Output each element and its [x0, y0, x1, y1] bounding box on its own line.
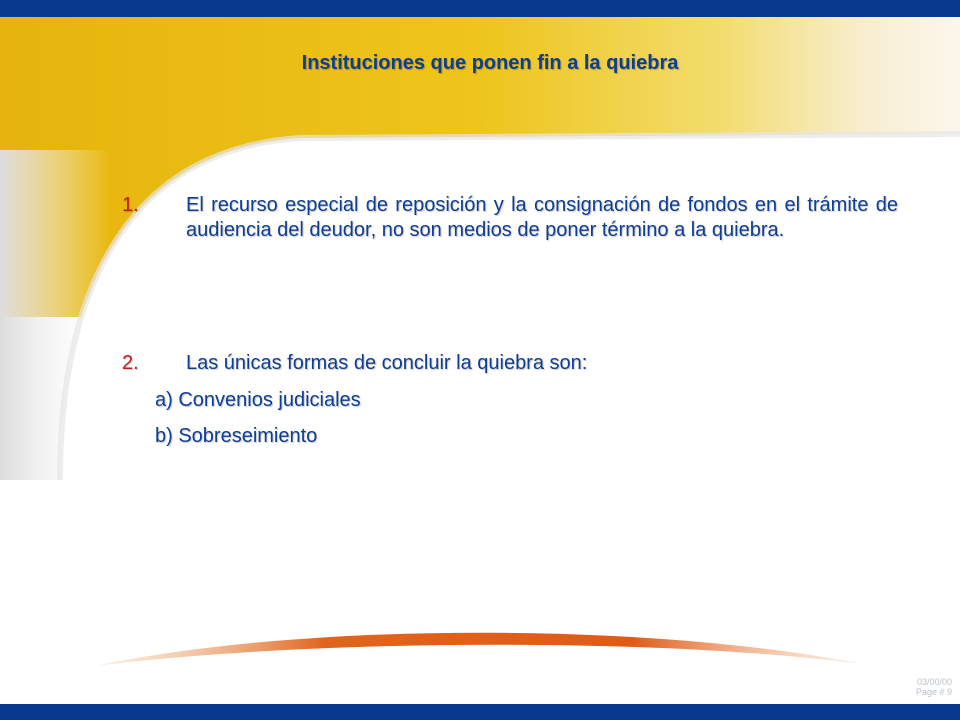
list-item-text: Las únicas formas de concluir la quiebra son:	[186, 352, 588, 374]
footer-page-number: Page # 9	[915, 687, 952, 697]
top-bar	[0, 0, 960, 17]
sub-item-sobreseimiento: b) Sobreseimiento	[155, 425, 318, 447]
sub-item-convenios: a) Convenios judiciales	[155, 389, 361, 411]
slide-title: Instituciones que ponen fin a la quiebra	[301, 52, 679, 74]
bottom-bar	[0, 704, 960, 720]
footer-date: 03/00/00	[916, 677, 952, 687]
list-item-number: 2.	[122, 352, 139, 374]
list-item	[122, 351, 912, 381]
list-item-text: El recurso especial de reposición y la consignación de fondos en el trámite de audiencia del deudor, no son medios de poner término a la quiebra.	[186, 194, 898, 241]
list-item	[122, 193, 912, 273]
list-item-number: 1.	[122, 194, 139, 216]
